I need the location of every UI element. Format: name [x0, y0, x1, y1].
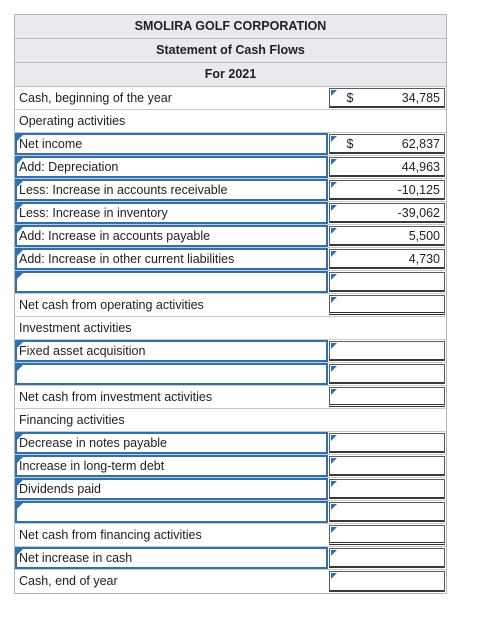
amount-field[interactable] [329, 364, 445, 384]
amount-field[interactable] [329, 456, 445, 476]
input-flag-icon [331, 159, 337, 165]
statement-row [15, 248, 446, 271]
statement-row [15, 317, 446, 340]
statement-rows [15, 87, 446, 593]
input-flag-icon [331, 136, 337, 142]
amount-field[interactable] [329, 295, 445, 315]
amount-field[interactable] [329, 88, 445, 108]
amount-field[interactable] [329, 341, 445, 361]
line-item-label: Net cash from operating activities [19, 298, 204, 312]
input-flag-icon [331, 251, 337, 257]
amount-field[interactable] [329, 134, 445, 154]
amount-field[interactable] [329, 387, 445, 407]
line-item-label-field[interactable]: Add: Increase in other current liabilities [15, 248, 328, 270]
amount-field[interactable] [329, 203, 445, 223]
statement-row [15, 409, 446, 432]
amount-field[interactable] [329, 272, 445, 292]
statement-row [15, 524, 446, 547]
line-item-label-field[interactable] [15, 271, 328, 293]
line-item-label-field[interactable]: Add: Depreciation [15, 156, 328, 178]
statement-row [15, 271, 446, 294]
line-item-label-field[interactable] [15, 501, 328, 523]
input-flag-icon [331, 297, 337, 303]
value-cell-blank [329, 410, 445, 430]
input-flag-icon [331, 527, 337, 533]
line-item-label-field[interactable]: Decrease in notes payable [15, 432, 328, 454]
statement-title: Statement of Cash Flows [15, 39, 446, 63]
input-flag-icon [331, 504, 337, 510]
statement-row [15, 501, 446, 524]
amount-field[interactable] [329, 433, 445, 453]
cash-flow-statement [14, 14, 447, 594]
amount-value: 62,837 [401, 136, 440, 151]
line-item-label-field[interactable]: Net income [15, 133, 328, 155]
amount-field[interactable] [329, 180, 445, 200]
dropdown-flag-icon [17, 480, 23, 486]
statement-row [15, 340, 446, 363]
dropdown-flag-icon [17, 457, 23, 463]
currency-symbol: $ [346, 90, 354, 105]
input-flag-icon [331, 481, 337, 487]
line-item-label-field[interactable]: Net increase in cash [15, 547, 328, 569]
dropdown-flag-icon [17, 135, 23, 141]
value-cell-blank [329, 318, 445, 338]
line-item-label: Cash, beginning of the year [19, 91, 172, 105]
input-flag-icon [331, 550, 337, 556]
line-item-label: Operating activities [19, 114, 126, 128]
value-cell-blank [329, 111, 445, 131]
statement-period: For 2021 [15, 63, 446, 87]
dropdown-flag-icon [17, 158, 23, 164]
amount-value: -39,062 [397, 205, 440, 220]
dropdown-flag-icon [17, 434, 23, 440]
statement-row [15, 110, 446, 133]
input-flag-icon [331, 228, 337, 234]
dropdown-flag-icon [17, 365, 23, 371]
statement-row [15, 547, 446, 570]
amount-field[interactable] [329, 226, 445, 246]
line-item-label-field[interactable]: Less: Increase in inventory [15, 202, 328, 224]
line-item-label: Net cash from investment activities [19, 390, 213, 404]
line-item-label-field[interactable]: Fixed asset acquisition [15, 340, 328, 362]
statement-row [15, 156, 446, 179]
line-item-label-field[interactable] [15, 363, 328, 385]
amount-value: 44,963 [401, 159, 440, 174]
line-item-label: Financing activities [19, 413, 125, 427]
amount-field[interactable] [329, 502, 445, 522]
amount-field[interactable] [329, 571, 445, 592]
dropdown-flag-icon [17, 227, 23, 233]
input-flag-icon [331, 435, 337, 441]
statement-row [15, 202, 446, 225]
dropdown-flag-icon [17, 250, 23, 256]
amount-value: 34,785 [401, 90, 440, 105]
amount-value: 4,730 [408, 251, 440, 266]
dropdown-flag-icon [17, 342, 23, 348]
line-item-label-field[interactable]: Less: Increase in accounts receivable [15, 179, 328, 201]
input-flag-icon [331, 90, 337, 96]
input-flag-icon [331, 274, 337, 280]
line-item-label-field[interactable]: Dividends paid [15, 478, 328, 500]
statement-row [15, 570, 446, 593]
amount-field[interactable] [329, 548, 445, 568]
amount-field[interactable] [329, 157, 445, 177]
input-flag-icon [331, 182, 337, 188]
dropdown-flag-icon [17, 204, 23, 210]
line-item-label: Net cash from financing activities [19, 528, 202, 542]
statement-row [15, 363, 446, 386]
dropdown-flag-icon [17, 181, 23, 187]
input-flag-icon [331, 458, 337, 464]
dropdown-flag-icon [17, 273, 23, 279]
statement-row [15, 432, 446, 455]
line-item-label-field[interactable]: Increase in long-term debt [15, 455, 328, 477]
amount-field[interactable] [329, 249, 445, 269]
statement-row [15, 133, 446, 156]
amount-field[interactable] [329, 525, 445, 545]
statement-row [15, 386, 446, 409]
currency-symbol: $ [346, 136, 354, 151]
input-flag-icon [331, 205, 337, 211]
company-title: SMOLIRA GOLF CORPORATION [15, 15, 446, 39]
input-flag-icon [331, 366, 337, 372]
amount-field[interactable] [329, 479, 445, 499]
statement-row [15, 87, 446, 110]
statement-row [15, 455, 446, 478]
input-flag-icon [331, 389, 337, 395]
statement-row [15, 179, 446, 202]
dropdown-flag-icon [17, 503, 23, 509]
input-flag-icon [331, 573, 337, 579]
dropdown-flag-icon [17, 549, 23, 555]
amount-value: 5,500 [408, 228, 440, 243]
statement-row [15, 478, 446, 501]
line-item-label: Cash, end of year [19, 574, 118, 588]
input-flag-icon [331, 343, 337, 349]
line-item-label-field[interactable]: Add: Increase in accounts payable [15, 225, 328, 247]
line-item-label: Investment activities [19, 321, 132, 335]
amount-value: -10,125 [397, 182, 440, 197]
statement-row [15, 225, 446, 248]
statement-row [15, 294, 446, 317]
